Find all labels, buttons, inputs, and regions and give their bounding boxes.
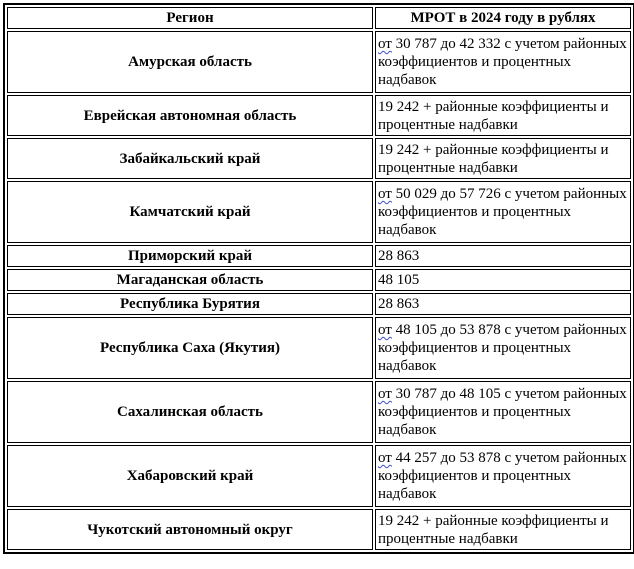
ot-prefix: от bbox=[378, 450, 392, 466]
table-row bbox=[7, 381, 631, 443]
header-mrot: МРОТ в 2024 году в рублях bbox=[375, 7, 631, 29]
mrot-value-cell bbox=[375, 445, 631, 507]
mrot-value: 30 787 до 48 105 с учетом районных коэффициентов и процентных надбавок bbox=[378, 386, 627, 438]
table-row bbox=[7, 31, 631, 93]
region-cell: Магаданская область bbox=[7, 269, 373, 291]
mrot-table-wrapper bbox=[3, 3, 631, 554]
region-cell: Республика Саха (Якутия) bbox=[7, 317, 373, 379]
region-cell: Камчатский край bbox=[7, 181, 373, 243]
mrot-value-cell bbox=[375, 317, 631, 379]
region-cell: Хабаровский край bbox=[7, 445, 373, 507]
table-row bbox=[7, 445, 631, 507]
mrot-value-cell bbox=[375, 138, 631, 179]
mrot-value: 48 105 до 53 878 с учетом районных коэффициентов и процентных надбавок bbox=[378, 322, 627, 374]
region-cell: Забайкальский край bbox=[7, 138, 373, 179]
region-cell: Еврейская автономная область bbox=[7, 95, 373, 136]
table-row bbox=[7, 95, 631, 136]
region-cell: Республика Бурятия bbox=[7, 293, 373, 315]
mrot-table bbox=[3, 3, 634, 554]
table-row bbox=[7, 317, 631, 379]
region-cell: Амурская область bbox=[7, 31, 373, 93]
ot-prefix: от bbox=[378, 186, 392, 202]
table-header-row bbox=[7, 7, 631, 29]
ot-prefix: от bbox=[378, 386, 392, 402]
mrot-value-cell bbox=[375, 95, 631, 136]
mrot-value-cell bbox=[375, 31, 631, 93]
table-row bbox=[7, 245, 631, 267]
table-row bbox=[7, 269, 631, 291]
mrot-value: 30 787 до 42 332 с учетом районных коэффициентов и процентных надбавок bbox=[378, 36, 627, 88]
mrot-value-cell bbox=[375, 181, 631, 243]
table-row bbox=[7, 138, 631, 179]
header-region: Регион bbox=[7, 7, 373, 29]
mrot-value: 19 242 + районные коэффициенты и процентные надбавки bbox=[378, 98, 609, 133]
mrot-value: 19 242 + районные коэффициенты и процентные надбавки bbox=[378, 141, 609, 176]
table-row bbox=[7, 509, 631, 550]
mrot-value: 48 105 bbox=[378, 272, 420, 288]
mrot-value: 28 863 bbox=[378, 248, 420, 264]
mrot-value: 28 863 bbox=[378, 296, 420, 312]
mrot-value-cell bbox=[375, 509, 631, 550]
mrot-value-cell bbox=[375, 293, 631, 315]
mrot-value-cell bbox=[375, 269, 631, 291]
region-cell: Чукотский автономный округ bbox=[7, 509, 373, 550]
region-cell: Приморский край bbox=[7, 245, 373, 267]
table-row bbox=[7, 293, 631, 315]
ot-prefix: от bbox=[378, 36, 392, 52]
region-cell: Сахалинская область bbox=[7, 381, 373, 443]
mrot-value-cell bbox=[375, 245, 631, 267]
mrot-value: 44 257 до 53 878 с учетом районных коэффициентов и процентных надбавок bbox=[378, 450, 627, 502]
ot-prefix: от bbox=[378, 322, 392, 338]
mrot-value: 50 029 до 57 726 с учетом районных коэффициентов и процентных надбавок bbox=[378, 186, 627, 238]
mrot-value: 19 242 + районные коэффициенты и процентные надбавки bbox=[378, 512, 609, 547]
table-row bbox=[7, 181, 631, 243]
mrot-value-cell bbox=[375, 381, 631, 443]
